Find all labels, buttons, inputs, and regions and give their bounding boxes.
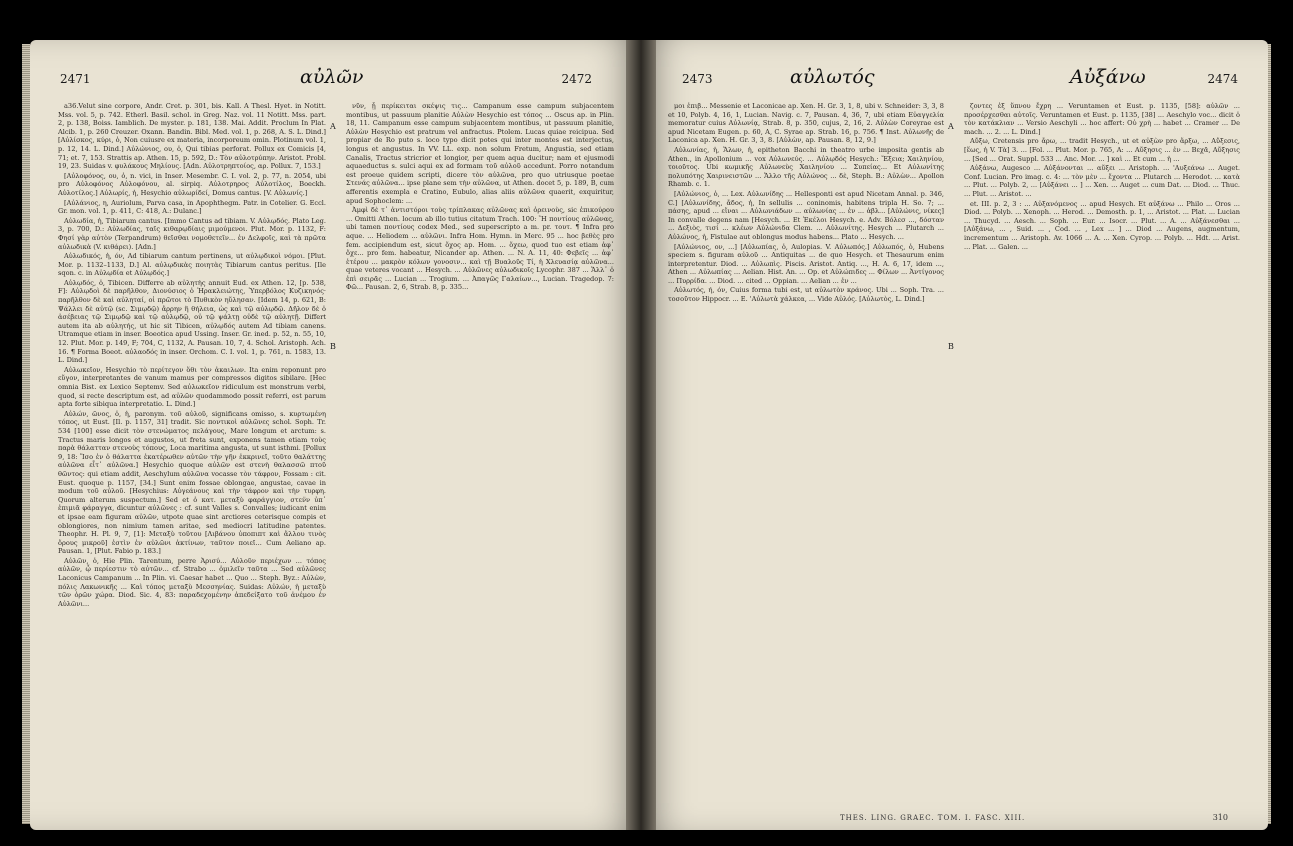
entry-paragraph: et. III. p. 2, 3 : ... Αὐξανόμενος ... apud Hesych. Et αὐξάνω ... Philo ... Oros ... Diod. ... Polyb. ... Xenoph. ... Herod. ... Demosth. p. 1, ... Aristot. ... Plat. ... Lucian ... Thucyd. ... Aesch. ... Soph. ... Eur. ... Isocr. ... Plut. ... A. ... Αὐξάνεσθαι ... [Αὐξάνω, ... , Suid. ... , Cod. ... , Lex ... ] ... Diod ... Augens, augmentum, incrementum ... Aristoph. Av. 1066 ... A. ... Xen. Cyrop. ... Polyb. ... Hdt. ... Arist. ... Plat. ... Galen. ... [964, 199, 1240, 251]
entry-paragraph: Αὐλῳδός, ὁ, Tibicen. Differre ab αὐλητὴς annuit Eud. ex Athen. 12, [p. 538, F]: Αὐλῳδοὶ δὲ παρῆλθον, Διονύσιος ὁ Ἡρακλειώτης, Ὑπερβόλος Κυζικηνός· παρῆλθον δὲ καὶ αὐληταί, οἱ πρῶτοι τὸ Πυθικὸν ηὔλησαν. [Idem 14, p. 621, B: Ψάλλει δὲ αὐτῷ (sc. Σιμῳδῷ) ἄρρην ἢ θήλεια, ὡς καὶ τῷ αὐλῳδῷ. Δῆλον δὲ ὁ ἀσέβειας τῷ Σιμῳδῷ καὶ τῷ αὐλῳδῷ, οὐ τῷ ψάλτῃ οὐδὲ τῷ αὐλητῇ. Differt autem ita ab αὐλητής, ut hic sit Tibicen, αὐλῳδός autem Ad tibiam canens. Utramque etiam in inser. Boeotica apud Ussing. Inser. Gr. ined. p. 52, n. 55, 10, 12. Plut. Mor. p. 149, F; 704, C, 1132, A. Pausan. 10, 7, 4. Schol. Aristoph. Ach. 16. ¶ Forma Boeot. αὐλαοδός in inser. Orchom. C. I. vol. 1, p. 761, n. 1583, 13. L. Dind.] [58, 278, 326, 365]
signature-number: 310 [1212, 813, 1228, 822]
right-column-2 [964, 102, 1240, 810]
left-column-1 [58, 102, 326, 810]
entry-paragraph: Αὐλωτός, ή, όν, Cuius forma tubi est, ut αὐλωτὸν κράνος. Ubi ... Soph. Tra. ... τοσοῦτον Hippocr. ... E. 'Αὐλωτὰ χάλκεα, ... Vide Αὐλός. [Αὐλωτὸς, L. Dind.] [668, 286, 944, 304]
entry-paragraph: Αὐλωδία, ἡ, Tibiarum cantus. [Immo Cantus ad tibiam. V. Αὐλῳδός. Plato Leg. 3, p. 700, D.: Αὐλωδίας, ταῖς κιθαρῳδίαις μιμούμενοι. Plut. Mor. p. 1132, F: Φησί γὰρ αὐτὸν (Terpandrum) θεῖσθαι νομοθετεῖν... ἐν Δελφοῖς, καὶ τὰ πρῶτα αὐλωδικὰ (V. κιθάρει). [Adn.] [58, 216, 326, 251]
entry-paragraph: Αὔξω, Cretensis pro ἄρω, ... tradit Hesych., ut et αὐξὼν pro ἄρξω, ... Αὔξεσις, [ἕως, ἡ V. Τὰ] 3. ... [Fol. ... Plut. Mor. p. 765, A: ... Αὔξησις ... ἐν ... Βεχᾶ, Αὔξησις ... [Sed ... Orat. Suppl. 533 ... Anc. Mor. ... ] καὶ ... Et cum ... ἡ ... [964, 137, 1240, 163]
entry-paragraph: a36.Velut sine corpore, Andr. Cret. p. 301, bis. Kall. A Thesl. Hyet. in Notitt. Mss. vol. 5, p. 742. Etherl. Basil. schol. in Greg. Naz. vol. 11 Notitt. Mss. part. 2, p. 138, Boiss. Iamblich. De myster. p. 181, 138. Mai. Addit. Proclum In Plat. Alcib. 1, p. 260 Creuzer. Oxann. Bandin. Bibl. Med. vol. 1, p. 268, A. S. L. Dind.] [Αὐλίσκος, κύρι, ὁ, Non cuiusre ex materia, incorporeum omin. Plotinum vol. 1, p. 12, 14. L. Dind.] Αὐλώνιος, ου, ὁ, Qui tibias perforat. Pollux ex Comicis [4, 71; et. 7, 153. Strattis ap. Athen. 15, p. 592, D.: Τὸν αὐλοτρύπην. Aristot. Probl. 19, 23. Suidas v. φυλάκους Μηλίους. [Adn. Αὐλοτρηπτοίος, αρ. Pollux. 7, 153.] [58, 102, 326, 171]
entry-paragraph: μοι ἐπιβ... Messenie et Laconicae ap. Xen. H. Gr. 3, 1, 8, ubi v. Schneider: 3, 3, 8 et 10, Polyb. 4, 16, 1, Lucian. Navig. c. 7, Pausan. 4, 36, 7, ubi etiam Εὐαγγελία memoratur cuius Αὐλωνίᾳ, Strab. 8, p. 350, cujus, 2, 16, 2. Αὐλὼν Coreyrae est apud Nicetam Eugen. p. 60, A, C. Syrae ap. Strab. 16, p. 756. ¶ Inst. Αὐλωνῆς de Laconica ap. Xen. H. Gr. 3, 3, 8. [Αὐλὼν, ap. Pausan. 8, 12, 9.] [668, 102, 944, 145]
left-page-header [60, 66, 612, 90]
entry-paragraph: [Αὐλάνιος, η, Auriolum, Parva casa, in Apophthegm. Patr. in Cotelier. G. Eccl. Gr. mon. vol. 1, p. 411, C: 418, A.: Dulanc.] [58, 198, 326, 216]
entry-paragraph: ζοντες ἐξ ὕπνου ἔχρη ... Veruntamen et Eust. p. 1135, [58]: αὐλῶν ... προσέρχεσθαι αὐτοῖς. Veruntamen et Eust. p. 1135, [38] ... Aeschylo voc... dicit ὁ τὸν κατάκλιαν ... Versio Aeschyli ... hoc affert: Οὐ χρὴ ... habet ... Cramer ... De mach. ... 2. ... L. Dind.] [964, 102, 1240, 136]
left-page-columns [58, 102, 614, 810]
section-marker-a: A [330, 122, 336, 131]
entry-paragraph: Αὐξάνω, Augesco ... Αὐξάνονται ... αὔξει ... Aristoph. ... 'Αυξεάνω ... Auget. Conf. Lucian. Pro imag. c. 4: ... τὸν μὲν ... ἔχοντα ... Plutarch ... Herodot. ... κατὰ ... Plut. ... Polyb. 2, ... [Αὐξάνει ... ] ... Xen. ... Auget ... cum Dat. ... Diod. ... Thuc. ... Plut. ... Aristot. ... [964, 164, 1240, 198]
page-number-2472: 2472 [561, 72, 592, 86]
page-number-2474: 2474 [1207, 72, 1238, 86]
page-number-2471: 2471 [60, 72, 91, 86]
right-page-header [670, 66, 1238, 90]
left-column-2 [346, 102, 614, 810]
entry-paragraph: Αὐλωνίας, ἡ, Ἄλων, ἡ, epitheton Bacchi in theatro urbe imposita gentis ab Athen., in Apollonium ... vox Αὐλωνεύς. ... Αὐλῳδός Hesych.: Ἔξεια; Χαιληνίου, τοιοῦτος. Ubi κωμικῆς Αὐλωνεὺς Χαιληνίου ... Συπείας... Et Αὐλωνίτης πολυπότης Χαιρινειστῶν ... Ἄλλο τῆς Αὐλώνος ... δὲ, Steph. B.: Αὐλὼν... Apollon Rhamb. c. 1. [668, 145, 944, 189]
section-marker-b: B [948, 342, 954, 351]
entry-paragraph: νῦν, ᾗ περίκειται σκέψις τις... Campanum esse campum subjacentem montibus, ut passuum planitie Αὐλὼν Hesychio est τόπος ... Oscus ap. in Plin. 18, 11. Campanum esse campum subjacentem montibus, ut passuum planitie, Αὐλὼν Hesychio est pratrum vel anfractus. Ptolem. Lucas quiae reicipua. Sed propiar de Ro puto s. loco typo dicit potes qui inter montes est interjectus, longus et angustus. In VV. LL. exp. non solum Fretum, Angustia, sed etiam Canalis, Tractus stricrior et longior, per quem aqua ducitur; nam et ejusmodi aquaeductus s. sulci aqui ex ad formam τοῦ αὐλοῦ accedunt. Porro notandum est proeue quidem scripti, dicere τὸν αὐλῶνα, pro quo utriusque poetae Στενάς αὐλῶνα... ipse plane sem τὴν αὐλῶνα, ut Athen. docet 5, p. 189, B, cum afferentis exempla e Cratino, Eubulo, alias aliis αὐλῶνα quaerit, exquiritur, apud Sophoclem: ... [346, 102, 614, 205]
running-head-right-2: Αὐξάνω [1070, 66, 1146, 88]
running-head-left: αὐλῶν [300, 66, 364, 88]
entry-paragraph: Αὐλῶν, ὁ, Hie Plin. Tarentum, perre Ἀρισύ... Αὐλοῦν περιέχων ... τόπος αὐλῶν, ᾧ περίεστιν τὸ αὐτῶν... cf. Strabo ... ὁμιλεῖν ταῦτα ... Sed αὐλῶνες Laconicus Campanum ... In Plin. vi. Caesar habet ... Quo ... Steph. Byz.: Αὐλὼν, πόλις Λακωνικῆς ... Καὶ τόπος μεταξὺ Μεσσηνίας. Suidas: Αὐλών, ἡ μεταξὺ τῶν ὀρῶν χώρα. Diod. Sic. 4, 83: παραδεχομένην ἀπεδείξατο τοῦ ἀνέμου ἐν Αὐλῶνι... [58, 556, 326, 608]
page-footer: THES. LING. GRAEC. TOM. I. FASC. XIII. [840, 814, 1026, 822]
entry-paragraph: [Αὐλώνιος, ὁ, ... Lex. Αὐλωνίδης ... Hellesponti est apud Nicetam Annal. p. 346, C.] [Αὐλωνίδης, ἄδος, ἡ, In sellulis ... coninomis, habitens tripla H. So. 7; ... πάσης, apud ... εἴναι ... Αὐλωνιάδων ... αὐλωνίας ... ἐν ... ἀβλ... [Αὐλώνις, νίκες] In convalle degens nam [Hesych. ... Et Ἐκέλοι Hesych. e. Adv. Βόλεσ ..., δόσταν ... Δεξιὸς, τισί ... κλέων Αὐλώνιδα Clem. ... Αὐλωνίτης. Hesych ... Plutarch ... Αὐλώνος, ἡ, Fistulae aut oblongus modus habens... Plato ... Hesych. ... [668, 189, 944, 241]
right-column-1 [668, 102, 944, 810]
page-edges-left [22, 44, 30, 824]
entry-paragraph: Αὐλωκεῖον, Hesychio τὸ περίτεγον ὅθι τὸν ἀκαιλων. Ita enim reponunt pro εὔγον, interpretantes de vanum mamus per compressos digitos sibilare. [Hec omnia Bist. ex Lexico Septemv. Sed αὐλωκεῖον ridiculum est monstrum verbi, quod, si recte descriptum est, ad αὐλῶν quodammodo possit referri, est parum apta forte sibiqua interpretatio. L. Dind.] [58, 365, 326, 409]
entry-paragraph: Αὐλωδικός, ἡ, όν, Ad tibiarum cantum pertinens, ut αὐλῳδικοὶ νόμοι. [Plut. Mor. p. 1132–1133, D.] Al. αὐλῳδικὰς ποιητὰς Tibiarum cantus peritus. [Ile sqon. c. in Αὐλῳδία et Αὐλῳδός.] [58, 252, 326, 278]
entry-paragraph: [Αὐλοφόνος, ου, ὁ, n. vici, in Inser. Mesembr. C. I. vol. 2, p. 77, n. 2054, ubi pro Αὐλοφόνος Αὐλοφόνου, al. sirpiq. Αὐλοτρηρος Αὐλοτίλος, Boeckh. Αὐλοτίλος.] Αὐλωρίς, ἡ, Hesychio αὐλωρίδεί, Domus cantus. [V. Αὐλωνίς.] [58, 171, 326, 197]
book-gutter [626, 40, 656, 830]
page-number-2473: 2473 [682, 72, 713, 86]
section-marker-a: A [948, 122, 954, 131]
left-page [30, 40, 642, 830]
right-page-columns [668, 102, 1240, 810]
running-head-right-1: αὐλωτός [790, 66, 875, 88]
entry-paragraph: [Αὐλώνιος, ον, ...] [Αὐλωπίας, ὁ, Aulopias. V. Αὐλωπός.] Αὐλωπός, ὁ, Hubens speciem s. figuram αὐλοῦ ... Antiquitas ... de quo Hesych. et Thesaurum enim interpretentur. Diod. ... Αὐλωπὶς. Piscis. Aristot. Antiq. ..., H. A. 6, 17, idem ..., Athen ... Αὐλωπίας ... Aelian. Hist. An. ... Op. et Αὐλώπιδες ... Φίλων ... Ἀντίγονος ... Πυρρίδα. ... Diod. ... cited ... Oppian. ... Aelian ... ἐν ... [668, 242, 944, 285]
entry-paragraph: Αὐλών, ῶνος, ὁ, ἡ, paronym. τοῦ αὐλοῦ, significans omisso, s. κυρτωμένη τόπος, ut Eust. [Il. p. 1157, 31] tradit. Sic ποντικοὶ αὐλῶνες schol. Soph. Tr. 534 [100] esse dicit τὸν στενώματος πελάγους, Mare longum et arctum: s. Tractus maris longos et augustos, ut freta sunt, exponens tamen etiam τοὺς παρὰ θάλατταν στενοὺς τόπους, Loca maritima angusta, ut sunt isthmi. [Pollux 9, 18: Ἴσο ἐν ὁ θάλαττα ἐκατέρωθεν αὐτῶν τὴν γῆν ἐκκρινεῖ, τοῦτο θαλάττης αὐλῶνα εἶτ᾽ αὐλῶνα.] Hesychio quoque αὐλῶν est στενὴ θαλασσῶ πτοῦ θῶντος: qui etiam addit, Aeschylum αὐλῶνα vocasse τὸν τάφρον, Fossam : cit. Eust. quoque p. 1157, [34.] Sunt enim fossae oblongae, angustae, cavae in modum τοῦ αὐλοῦ. [Hesychius: Αὐγεάνους καὶ τὴν τάφρον καὶ τὴν τυρφη. Quorum alterum suspectum.] Sed et ὁ κατ. μεταξὺ φαράγγιον, στεν̈ν ὑπ᾽ ἐπιμιᾶ φάραγγα, dicuntur αὐλῶνες : cf. sunt Valles s. Convalles; iudicant enim et ipsae eam figuram αὐλῶν, utpote quae sint arctiores ceterisque compis et oblongiores, non nimium tamen aritae, sed mediocri latitudine patentes. Theophr. H. Pl. 9, 7, [1]: Μεταξὺ τοῦτου [Λιβάνου ὑποπιπτ καὶ ἄλλου τινὸς ὄρους μικροῦ] ἐστὶν ἐν αὐλῶνι ἀκτίνων, ταῦτον ποιεῖ... Cum Aeliano ap. Pausan. 1, [Plut. Fabio p. 183.] [58, 409, 326, 556]
section-marker-b: B [330, 342, 336, 351]
entry-paragraph: Ἀμφὶ δὲ τ᾽ ἀντιστόροι τοὺς τρίπλακας αὐλῶνας καὶ ὀρεινοὺς, sic ἐπικούρου ... Omitti Athen. locum ab illo tutius citatum Trach. 100: Ἢ ποντίους αὐλῶνας, ubi tamen ποντίους codex Med., sed superscripto a m. pr. τουτ. ¶ Infra pro aque. ... Heliodem ... αὐλῶνι. Infra Hom. Hymn. in Merc. 95 ... hoc βεθὲς pro fem. accipiendum est, sicut ὄχος ap. Hom. ... ὄχεω, quod tuo est etiam ἀφ᾽ ὄχε... pro fem. habeatur, Nicander ap. Athen. ... N. A. 11, 40: Φεβεῖς ... ἀφ᾽ ἑτέρου ... μακρὸν κόλων γονοσιν... καὶ τῇ Βυαλοῦς Τί, ἡ Χλευασίᾳ αὐλῶνα... quae veteres vocant ... Hesych. ... Αὐλῶνες αὐλωδικοῖς Lycophr. 387 ... Ἄλλ᾽ ὁ ἐπὶ σειρᾶς ... Lucian ... Trogium. ... Ἀπαγῶς Γαλαίων..., Lucian. Tragedop. 7: Φῶ... Pausan. 2, 6, Strab. 8, p. 335... [346, 206, 614, 292]
right-page [640, 40, 1268, 830]
